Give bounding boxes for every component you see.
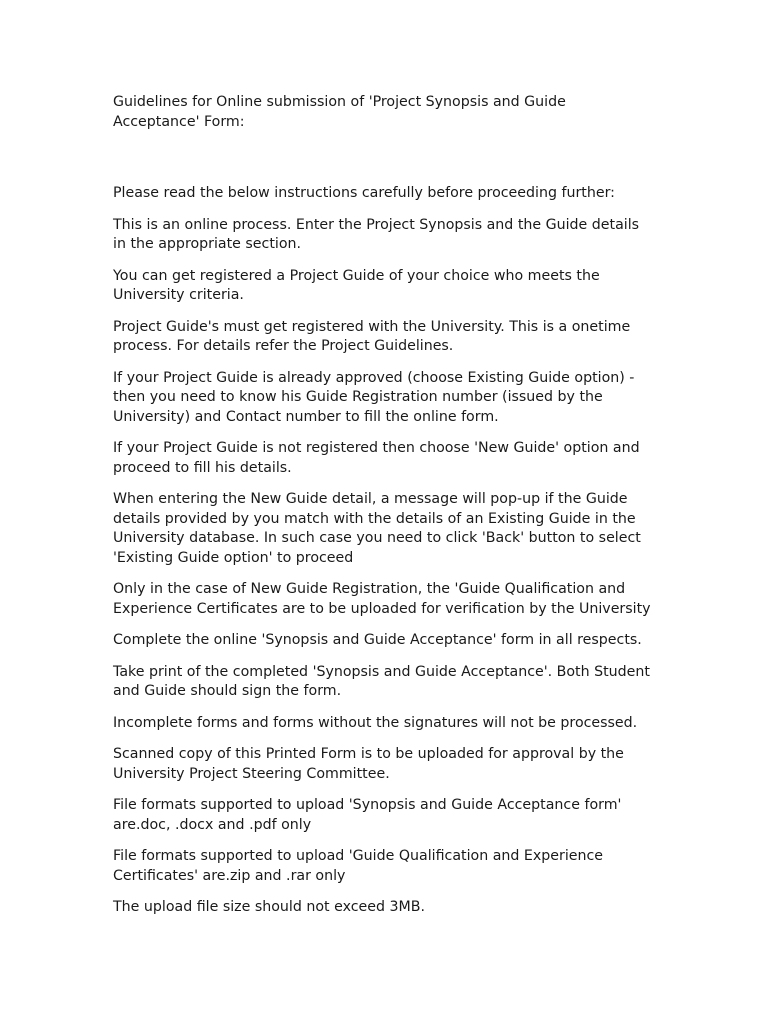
- instruction-paragraph: Incomplete forms and forms without the signatures will not be processed.: [113, 714, 638, 731]
- instruction-paragraph: File formats supported to upload 'Synopsis and Guide Acceptance form' are.doc, .docx and .pdf only: [113, 797, 622, 833]
- instruction-paragraph: This is an online process. Enter the Project Synopsis and the Guide details in the appropriate section.: [113, 216, 640, 252]
- instruction-paragraph: Project Guide's must get registered with the University. This is a onetime process. For details refer the Project Guidelines.: [113, 318, 631, 354]
- instruction-paragraph: File formats supported to upload 'Guide Qualification and Experience Certificates' are.zip and .rar only: [113, 848, 604, 884]
- instruction-paragraph: Take print of the completed 'Synopsis and Guide Acceptance'. Both Student and Guide should sign the form.: [113, 663, 650, 699]
- instruction-paragraph: Complete the online 'Synopsis and Guide Acceptance' form in all respects.: [113, 632, 642, 648]
- instruction-paragraph: If your Project Guide is already approved (choose Existing Guide option) - then you need to know his Guide Registration number (issued by the University) and Contact number to fill the online form.: [113, 369, 635, 425]
- instruction-paragraph: If your Project Guide is not registered then choose 'New Guide' option and proceed to fill his details.: [113, 440, 640, 476]
- instruction-paragraph: When entering the New Guide detail, a message will pop-up if the Guide details provided by you match with the details of an Existing Guide in the University database. In such case you need to click 'Back' button to select 'Existing Guide option' to proceed: [113, 491, 641, 566]
- document-title: Guidelines for Online submission of 'Project Synopsis and Guide Acceptance' Form:: [113, 94, 566, 130]
- instruction-paragraph: Scanned copy of this Printed Form is to be uploaded for approval by the University Project Steering Committee.: [113, 746, 624, 782]
- instruction-paragraph: Only in the case of New Guide Registration, the 'Guide Qualification and Experience Certificates are to be uploaded for verification by the University: [113, 581, 651, 617]
- instruction-paragraph: You can get registered a Project Guide of your choice who meets the University criteria.: [113, 267, 600, 303]
- instruction-paragraph: The upload file size should not exceed 3MB.: [113, 899, 426, 915]
- intro-text: Please read the below instructions carefully before proceeding further:: [113, 185, 615, 201]
- document-page: [113, 93, 653, 918]
